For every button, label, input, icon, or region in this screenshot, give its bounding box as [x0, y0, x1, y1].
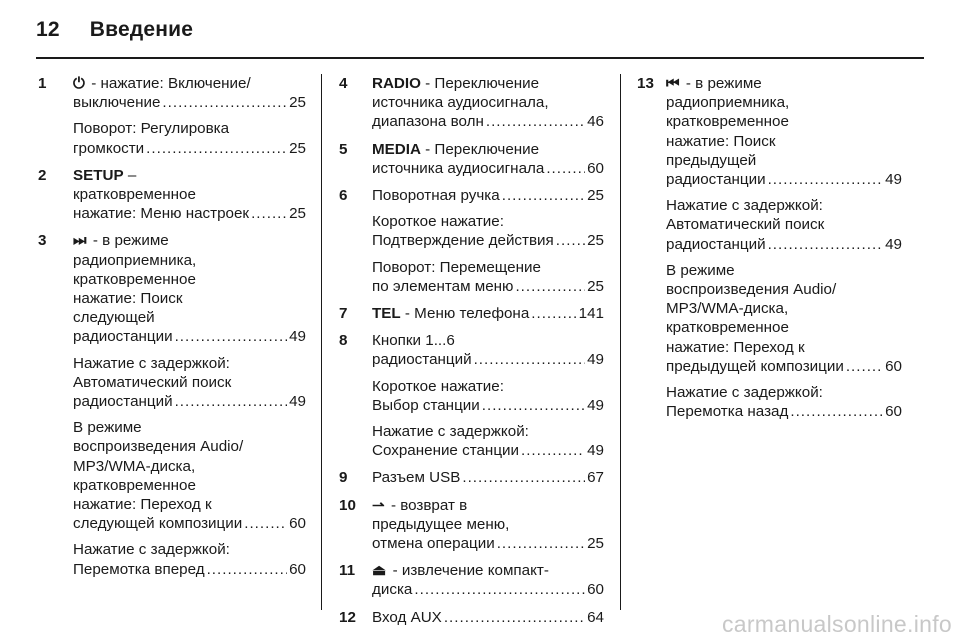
item-text: - в режиме: [681, 75, 762, 92]
item-text: - возврат в: [386, 496, 468, 514]
item-text: В режиме: [666, 261, 735, 279]
item-text: Автоматический поиск: [666, 216, 825, 234]
page-ref: 60: [289, 560, 306, 578]
item-text: источника аудиосигнала,: [372, 94, 549, 112]
page-ref: 60: [289, 515, 306, 533]
item-paragraph: [372, 258, 604, 296]
column-1: [38, 74, 306, 587]
page-ref: 25: [587, 277, 604, 295]
index-entry[interactable]: [73, 139, 306, 158]
item-paragraph: [372, 186, 604, 205]
item-text: кратковременное: [73, 270, 196, 288]
page-ref: 60: [885, 357, 902, 375]
item-text: следующей: [73, 309, 155, 327]
page-ref: 25: [587, 187, 604, 205]
list-item-13: [637, 74, 902, 421]
item-number: 6: [339, 187, 348, 205]
list-item-12: [339, 608, 604, 627]
entry-text: нажатие: Меню настроек: [73, 205, 250, 223]
list-item-7: [339, 304, 604, 323]
page-ref: 67: [587, 469, 604, 487]
index-entry[interactable]: [73, 93, 306, 112]
index-entry[interactable]: [666, 235, 902, 254]
item-text: Поворот: Перемещение: [372, 258, 541, 276]
page-ref: 25: [289, 139, 306, 157]
watermark: carmanualsonline.info: [721, 611, 952, 637]
index-entry[interactable]: [666, 357, 902, 376]
item-text: - извлечение компакт-: [388, 562, 549, 580]
item-number: 4: [339, 75, 348, 92]
item-paragraph: [372, 377, 604, 415]
column-2: [339, 74, 604, 635]
index-entry[interactable]: [372, 159, 604, 178]
page-ref: 25: [289, 205, 306, 223]
item-text: Кнопки 1...6: [372, 332, 455, 350]
item-text: - Переключение: [420, 140, 540, 158]
page-ref: 49: [885, 171, 902, 189]
item-paragraph: [73, 119, 306, 157]
item-text: кратковременное: [73, 476, 196, 494]
page-header: [36, 18, 193, 42]
entry-text: Подтверждение действия: [372, 232, 554, 250]
entry-text: диска: [372, 581, 413, 599]
entry-text: радиостанций: [372, 351, 472, 369]
index-entry[interactable]: [73, 204, 306, 223]
back-arrow-icon: ⇀: [372, 496, 385, 514]
entry-text: Разъем USB: [372, 469, 461, 487]
item-paragraph: [372, 422, 604, 460]
list-item-3: [38, 231, 306, 578]
previous-track-icon: ⏮: [666, 75, 680, 92]
entry-text: следующей композиции: [73, 515, 243, 533]
list-item-10: [339, 496, 604, 554]
index-entry[interactable]: [73, 392, 306, 411]
column-divider: [321, 74, 322, 610]
entry-text: предыдущей композиции: [666, 357, 844, 375]
item-text: воспроизведения Audio/: [73, 438, 244, 456]
page-ref: 49: [587, 396, 604, 414]
page-ref: 49: [587, 442, 604, 460]
entry-text: Поворотная ручка: [372, 187, 500, 205]
page-ref: 49: [587, 351, 604, 369]
index-entry[interactable]: [73, 327, 306, 346]
entry-text: Перемотка назад: [666, 403, 789, 421]
index-entry[interactable]: [372, 231, 604, 250]
list-item-2: [38, 166, 306, 224]
page-ref: 49: [289, 328, 306, 346]
page-ref: 25: [587, 535, 604, 553]
item-text: Нажатие с задержкой:: [666, 197, 823, 215]
item-number: 9: [339, 469, 348, 487]
page-ref: 141: [578, 305, 604, 323]
page-ref: 25: [289, 94, 306, 112]
next-track-icon: ⏭: [73, 232, 87, 250]
item-number: 1: [38, 75, 47, 92]
page-ref: 64: [587, 608, 604, 626]
item-text: - в режиме: [88, 232, 169, 250]
page-ref: 60: [587, 581, 604, 599]
item-number: 2: [38, 166, 47, 184]
column-3: [637, 74, 902, 429]
item-number: 8: [339, 332, 348, 350]
button-name: MEDIA: [372, 140, 421, 158]
entry-text: Выбор станции: [372, 396, 480, 414]
index-entry[interactable]: [372, 277, 604, 296]
item-text: MP3/WMA-диска,: [666, 300, 789, 318]
header-rule: [36, 57, 924, 59]
item-number: 13: [637, 75, 654, 92]
entry-text: радиостанции: [73, 328, 173, 346]
entry-text: выключение: [73, 94, 161, 112]
page-ref: 49: [289, 393, 306, 411]
item-text: кратковременное: [666, 113, 789, 131]
item-text: - нажатие: Включение/: [87, 75, 251, 92]
index-entry[interactable]: [372, 186, 604, 205]
eject-icon: ⏏: [372, 562, 387, 580]
item-text: нажатие: Поиск: [666, 132, 776, 150]
entry-text: радиостанций: [666, 235, 766, 253]
index-entry[interactable]: [372, 396, 604, 415]
item-text: - Переключение: [420, 75, 540, 92]
item-text: радиоприемника,: [666, 94, 790, 112]
item-text: нажатие: Переход к: [73, 496, 212, 514]
index-entry[interactable]: [372, 534, 604, 553]
page-number: 12: [36, 18, 60, 41]
index-entry[interactable]: [73, 560, 306, 579]
entry-text: по элементам меню: [372, 277, 514, 295]
power-icon: ⏻: [73, 75, 86, 92]
index-entry[interactable]: [372, 441, 604, 460]
item-number: 3: [38, 232, 47, 250]
list-item-11: [339, 561, 604, 599]
item-paragraph: [73, 74, 306, 112]
entry-text: Сохранение станции: [372, 442, 519, 460]
item-paragraph: [666, 74, 902, 189]
item-text: нажатие: Поиск: [73, 290, 183, 308]
item-text: Нажатие с задержкой:: [73, 541, 230, 559]
entry-text: радиостанции: [666, 171, 766, 189]
index-entry[interactable]: [73, 514, 306, 533]
page-ref: 25: [587, 232, 604, 250]
index-entry[interactable]: [666, 170, 902, 189]
item-paragraph: [666, 261, 902, 376]
entry-text: - Меню телефона: [400, 305, 530, 323]
page-ref: 60: [587, 159, 604, 177]
item-number: 12: [339, 608, 356, 626]
index-entry[interactable]: [372, 350, 604, 369]
item-number: 11: [339, 562, 356, 580]
item-number: 10: [339, 496, 356, 514]
item-paragraph: [666, 196, 902, 254]
item-text: Короткое нажатие:: [372, 377, 504, 395]
item-paragraph: [73, 231, 306, 346]
list-item-1: [38, 74, 306, 158]
item-text: Нажатие с задержкой:: [73, 354, 230, 372]
page-ref: 46: [587, 113, 604, 131]
item-paragraph: [73, 354, 306, 412]
item-paragraph: [73, 540, 306, 578]
item-text: предыдущей: [666, 151, 757, 169]
entry-text: громкости: [73, 139, 145, 157]
entry-text: Вход AUX: [372, 608, 442, 626]
item-text: MP3/WMA-диска,: [73, 457, 196, 475]
index-entry[interactable]: [666, 402, 902, 421]
item-number: 7: [339, 305, 348, 323]
item-text: Автоматический поиск: [73, 373, 232, 391]
item-paragraph: [372, 212, 604, 250]
item-paragraph: [666, 383, 902, 421]
list-item-4: [339, 74, 604, 132]
item-number: 5: [339, 140, 348, 158]
button-name: TEL: [372, 305, 401, 323]
entry-text: отмена операции: [372, 535, 495, 553]
index-entry[interactable]: [372, 304, 604, 323]
item-text: радиоприемника,: [73, 251, 197, 269]
page-ref: 60: [885, 403, 902, 421]
item-text: Нажатие с задержкой:: [666, 384, 823, 402]
item-text: кратковременное: [666, 319, 789, 337]
item-text: Короткое нажатие:: [372, 213, 504, 231]
item-text: В режиме: [73, 419, 142, 437]
item-text: Нажатие с задержкой:: [372, 423, 529, 441]
index-entry[interactable]: [372, 608, 604, 627]
button-name: RADIO: [372, 75, 421, 92]
entry-text: источника аудиосигнала: [372, 159, 545, 177]
item-text: кратковременное: [73, 186, 196, 204]
list-item-9: [339, 468, 604, 487]
page-ref: 49: [885, 235, 902, 253]
page-title: Введение: [89, 18, 194, 41]
index-entry[interactable]: [372, 112, 604, 131]
entry-text: Перемотка вперед: [73, 560, 205, 578]
item-text: предыдущее меню,: [372, 515, 510, 533]
list-item-6: [339, 186, 604, 296]
item-text: нажатие: Переход к: [666, 338, 805, 356]
item-text: –: [123, 166, 137, 184]
item-text: Поворот: Регулировка: [73, 120, 230, 138]
list-item-8: [339, 331, 604, 460]
entry-text: диапазона волн: [372, 113, 484, 131]
list-item-5: [339, 140, 604, 178]
button-name: SETUP: [73, 166, 124, 184]
item-paragraph: [372, 331, 604, 369]
entry-text: радиостанций: [73, 393, 173, 411]
item-paragraph: [73, 418, 306, 533]
index-entry[interactable]: [372, 468, 604, 487]
item-text: воспроизведения Audio/: [666, 281, 837, 299]
index-entry[interactable]: [372, 580, 604, 599]
column-divider: [620, 74, 621, 610]
